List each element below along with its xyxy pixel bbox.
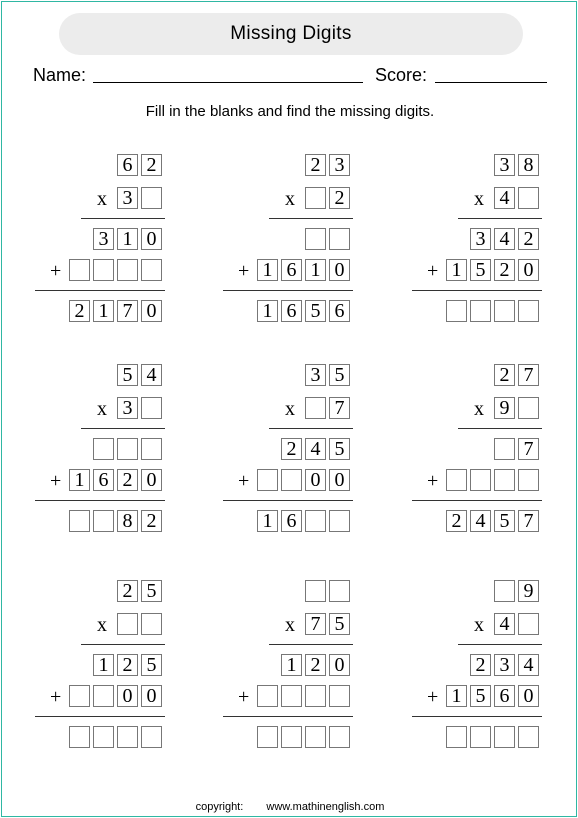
blank-digit-box[interactable]: [257, 726, 278, 748]
blank-digit-box[interactable]: [494, 726, 515, 748]
digit-box: 2: [494, 364, 515, 386]
digit-box: 4: [494, 187, 515, 209]
title-banner: [59, 13, 523, 55]
digit-box: 2: [518, 228, 539, 250]
digit-box: 5: [470, 259, 491, 281]
rule-line: [412, 716, 542, 717]
blank-digit-box[interactable]: [141, 187, 162, 209]
blank-digit-box[interactable]: [329, 685, 350, 707]
name-line[interactable]: [93, 82, 363, 83]
digit-box: 4: [305, 438, 326, 460]
rule-line: [458, 218, 542, 219]
multiply-sign: x: [474, 188, 484, 210]
digit-box: 7: [518, 438, 539, 460]
digit-box: 1: [93, 300, 114, 322]
rule-line: [458, 644, 542, 645]
plus-sign: +: [238, 470, 250, 492]
digit-box: 0: [141, 469, 162, 491]
digit-box: 6: [281, 300, 302, 322]
digit-box: 3: [329, 154, 350, 176]
blank-digit-box[interactable]: [329, 510, 350, 532]
digit-box: 3: [93, 228, 114, 250]
blank-digit-box[interactable]: [93, 438, 114, 460]
blank-digit-box[interactable]: [518, 726, 539, 748]
digit-box: 3: [305, 364, 326, 386]
blank-digit-box[interactable]: [117, 726, 138, 748]
rule-line: [35, 716, 165, 717]
blank-digit-box[interactable]: [305, 187, 326, 209]
blank-digit-box[interactable]: [518, 613, 539, 635]
website-link[interactable]: www.mathinenglish.com: [266, 801, 385, 813]
blank-digit-box[interactable]: [93, 726, 114, 748]
digit-box: 0: [141, 228, 162, 250]
digit-box: 3: [470, 228, 491, 250]
digit-box: 8: [518, 154, 539, 176]
page-title: Missing Digits: [230, 23, 352, 44]
blank-digit-box[interactable]: [141, 613, 162, 635]
digit-box: 0: [329, 654, 350, 676]
digit-box: 0: [329, 259, 350, 281]
digit-box: 2: [281, 438, 302, 460]
blank-digit-box[interactable]: [329, 726, 350, 748]
digit-box: 0: [329, 469, 350, 491]
blank-digit-box[interactable]: [446, 300, 467, 322]
plus-sign: +: [50, 260, 62, 282]
digit-box: 2: [470, 654, 491, 676]
digit-box: 0: [117, 685, 138, 707]
digit-box: 6: [281, 259, 302, 281]
plus-sign: +: [50, 470, 62, 492]
blank-digit-box[interactable]: [518, 187, 539, 209]
blank-digit-box[interactable]: [281, 685, 302, 707]
rule-line: [81, 644, 165, 645]
digit-box: 0: [141, 685, 162, 707]
digit-box: 4: [494, 228, 515, 250]
blank-digit-box[interactable]: [329, 580, 350, 602]
digit-box: 2: [494, 259, 515, 281]
digit-box: 5: [494, 510, 515, 532]
plus-sign: +: [427, 686, 439, 708]
blank-digit-box[interactable]: [117, 259, 138, 281]
blank-digit-box[interactable]: [494, 300, 515, 322]
plus-sign: +: [427, 470, 439, 492]
digit-box: 9: [494, 397, 515, 419]
digit-box: 2: [305, 154, 326, 176]
digit-box: 2: [117, 469, 138, 491]
rule-line: [223, 290, 353, 291]
multiply-sign: x: [285, 614, 295, 636]
digit-box: 2: [117, 580, 138, 602]
blank-digit-box[interactable]: [281, 469, 302, 491]
rule-line: [81, 218, 165, 219]
digit-box: 8: [117, 510, 138, 532]
digit-box: 3: [494, 654, 515, 676]
blank-digit-box[interactable]: [329, 228, 350, 250]
blank-digit-box[interactable]: [257, 469, 278, 491]
copyright-label: copyright:: [195, 801, 244, 813]
multiply-sign: x: [97, 614, 107, 636]
blank-digit-box[interactable]: [470, 726, 491, 748]
digit-box: 7: [117, 300, 138, 322]
instructions-text: Fill in the blanks and find the missing digits.: [145, 103, 435, 120]
digit-box: 9: [518, 580, 539, 602]
digit-box: 6: [329, 300, 350, 322]
digit-box: 4: [141, 364, 162, 386]
blank-digit-box[interactable]: [69, 259, 90, 281]
blank-digit-box[interactable]: [305, 685, 326, 707]
blank-digit-box[interactable]: [305, 726, 326, 748]
multiply-sign: x: [285, 188, 295, 210]
digit-box: 2: [446, 510, 467, 532]
digit-box: 2: [117, 654, 138, 676]
digit-box: 1: [281, 654, 302, 676]
digit-box: 5: [470, 685, 491, 707]
plus-sign: +: [427, 260, 439, 282]
rule-line: [81, 428, 165, 429]
digit-box: 0: [141, 300, 162, 322]
blank-digit-box[interactable]: [93, 685, 114, 707]
blank-digit-box[interactable]: [305, 228, 326, 250]
digit-box: 4: [518, 654, 539, 676]
rule-line: [412, 500, 542, 501]
worksheet-page: [1, 1, 577, 817]
blank-digit-box[interactable]: [141, 438, 162, 460]
blank-digit-box[interactable]: [494, 580, 515, 602]
footer: [2, 801, 578, 813]
digit-box: 7: [329, 397, 350, 419]
digit-box: 7: [518, 364, 539, 386]
multiply-sign: x: [97, 398, 107, 420]
score-line[interactable]: [435, 82, 547, 83]
digit-box: 5: [329, 438, 350, 460]
rule-line: [269, 428, 353, 429]
score-label: Score:: [375, 65, 428, 85]
blank-digit-box[interactable]: [446, 726, 467, 748]
digit-box: 3: [494, 154, 515, 176]
rule-line: [269, 644, 353, 645]
digit-box: 7: [518, 510, 539, 532]
blank-digit-box[interactable]: [141, 259, 162, 281]
digit-box: 2: [141, 510, 162, 532]
digit-box: 6: [117, 154, 138, 176]
blank-digit-box[interactable]: [518, 397, 539, 419]
multiply-sign: x: [97, 188, 107, 210]
rule-line: [458, 428, 542, 429]
digit-box: 3: [117, 397, 138, 419]
digit-box: 6: [93, 469, 114, 491]
digit-box: 1: [446, 685, 467, 707]
digit-box: 6: [281, 510, 302, 532]
digit-box: 0: [305, 469, 326, 491]
rule-line: [269, 218, 353, 219]
digit-box: 1: [93, 654, 114, 676]
plus-sign: +: [50, 686, 62, 708]
multiply-sign: x: [474, 614, 484, 636]
digit-box: 1: [257, 259, 278, 281]
digit-box: 2: [141, 154, 162, 176]
multiply-sign: x: [285, 398, 295, 420]
digit-box: 5: [305, 300, 326, 322]
digit-box: 1: [257, 510, 278, 532]
blank-digit-box[interactable]: [69, 510, 90, 532]
digit-box: 7: [305, 613, 326, 635]
digit-box: 1: [117, 228, 138, 250]
blank-digit-box[interactable]: [69, 685, 90, 707]
digit-box: 5: [329, 364, 350, 386]
blank-digit-box[interactable]: [518, 469, 539, 491]
digit-box: 2: [329, 187, 350, 209]
plus-sign: +: [238, 686, 250, 708]
blank-digit-box[interactable]: [305, 580, 326, 602]
blank-digit-box[interactable]: [141, 726, 162, 748]
digit-box: 1: [305, 259, 326, 281]
plus-sign: +: [238, 260, 250, 282]
blank-digit-box[interactable]: [494, 469, 515, 491]
digit-box: 4: [470, 510, 491, 532]
digit-box: 5: [141, 580, 162, 602]
digit-box: 0: [518, 685, 539, 707]
digit-box: 1: [446, 259, 467, 281]
digit-box: 1: [257, 300, 278, 322]
multiply-sign: x: [474, 398, 484, 420]
blank-digit-box[interactable]: [69, 726, 90, 748]
blank-digit-box[interactable]: [93, 259, 114, 281]
blank-digit-box[interactable]: [305, 397, 326, 419]
blank-digit-box[interactable]: [305, 510, 326, 532]
digit-box: 2: [305, 654, 326, 676]
name-label: Name:: [33, 65, 87, 85]
blank-digit-box[interactable]: [93, 510, 114, 532]
digit-box: 5: [117, 364, 138, 386]
digit-box: 5: [141, 654, 162, 676]
blank-digit-box[interactable]: [446, 469, 467, 491]
rule-line: [35, 500, 165, 501]
blank-digit-box[interactable]: [470, 300, 491, 322]
digit-box: 6: [494, 685, 515, 707]
rule-line: [223, 716, 353, 717]
blank-digit-box[interactable]: [518, 300, 539, 322]
digit-box: 1: [69, 469, 90, 491]
blank-digit-box[interactable]: [117, 613, 138, 635]
digit-box: 4: [494, 613, 515, 635]
digit-box: 0: [518, 259, 539, 281]
blank-digit-box[interactable]: [257, 685, 278, 707]
rule-line: [223, 500, 353, 501]
digit-box: 5: [329, 613, 350, 635]
rule-line: [35, 290, 165, 291]
blank-digit-box[interactable]: [117, 438, 138, 460]
blank-digit-box[interactable]: [494, 438, 515, 460]
digit-box: 2: [69, 300, 90, 322]
blank-digit-box[interactable]: [141, 397, 162, 419]
blank-digit-box[interactable]: [281, 726, 302, 748]
digit-box: 3: [117, 187, 138, 209]
rule-line: [412, 290, 542, 291]
blank-digit-box[interactable]: [470, 469, 491, 491]
